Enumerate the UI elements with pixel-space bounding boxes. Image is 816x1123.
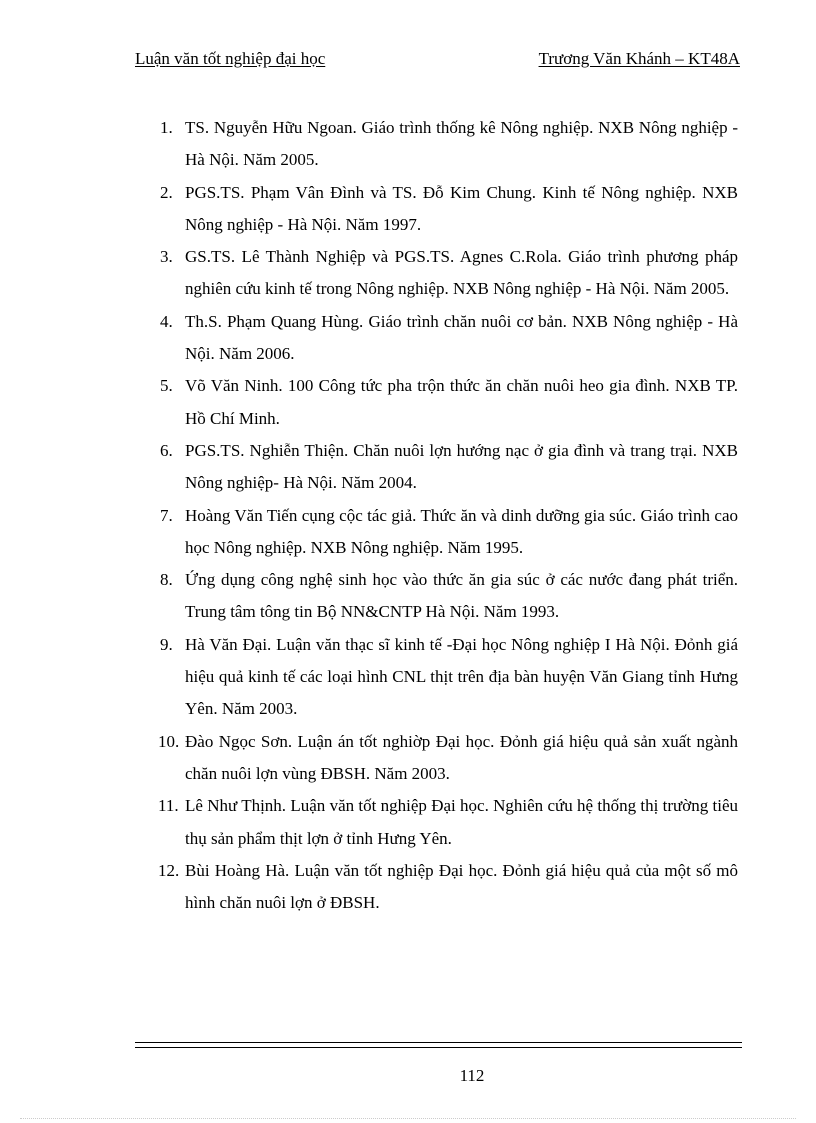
reference-text: TS. Nguyễn Hữu Ngoan. Giáo trình thống kê Nông nghiệp. NXB Nông nghiệp - Hà Nội. Năm 2005. xyxy=(185,118,738,170)
reference-number: 3. xyxy=(160,247,173,267)
reference-item xyxy=(160,435,738,500)
reference-item xyxy=(160,241,738,306)
reference-text: PGS.TS. Phạm Vân Đình và TS. Đỗ Kim Chung. Kinh tế Nông nghiệp. NXB Nông nghiệp - Hà Nội. Năm 1997. xyxy=(185,182,738,234)
reference-text: PGS.TS. Nghiễn Thiện. Chăn nuôi lợn hướng nạc ở gia đình và trang trại. NXB Nông nghiệp- Hà Nội. Năm 2004. xyxy=(185,440,738,493)
reference-item xyxy=(160,726,738,791)
page-header xyxy=(135,49,740,73)
header-thesis-title: Luận văn tốt nghiệp đại học xyxy=(135,49,326,68)
reference-number: 10. xyxy=(158,731,180,751)
footer-divider xyxy=(135,1047,742,1048)
reference-text: Lê Như Thịnh. Luận văn tốt nghiệp Đại học. Nghiên cứu hệ thống thị trường tiêu thụ sản phẩm thịt lợn ở tỉnh Hưng Yên. xyxy=(185,796,738,848)
reference-text: Hà Văn Đại. Luận văn thạc sĩ kinh tế -Đại học Nông nghiệp I Hà Nội. Đỏnh giá hiệu quả kinh tế các loại hình CNL thịt trên địa bàn huyện Văn Giang tỉnh Hưng Yên. Năm 2003. xyxy=(185,634,738,719)
reference-number: 11. xyxy=(158,796,179,816)
reference-item xyxy=(160,112,738,177)
reference-text: Th.S. Phạm Quang Hùng. Giáo trình chăn nuôi cơ bản. NXB Nông nghiệp - Hà Nội. Năm 2006. xyxy=(185,311,738,364)
reference-text: Ứng dụng công nghệ sinh học vào thức ăn gia súc ở các nước đang phát triển. Trung tâm tông tin Bộ NN&CNTP Hà Nội. Năm 1993. xyxy=(185,570,738,622)
reference-text: GS.TS. Lê Thành Nghiệp và PGS.TS. Agnes C.Rola. Giáo trình phương pháp nghiên cứu kinh tế trong Nông nghiệp. NXB Nông nghiệp - Hà Nội. Năm 2005. xyxy=(185,247,738,299)
reference-text: Hoàng Văn Tiến cụng cộc tác giả. Thức ăn và dinh dưỡng gia súc. Giáo trình cao học Nông nghiệp. NXB Nông nghiệp. Năm 1995. xyxy=(185,505,738,557)
reference-number: 9. xyxy=(160,634,173,654)
footer-divider xyxy=(135,1042,742,1043)
reference-number: 12. xyxy=(158,860,180,880)
reference-number: 1. xyxy=(160,118,173,137)
reference-item xyxy=(160,855,738,920)
reference-item xyxy=(160,564,738,629)
reference-item xyxy=(160,629,738,726)
reference-item xyxy=(160,177,738,242)
reference-number: 8. xyxy=(160,570,173,590)
reference-number: 7. xyxy=(160,505,173,525)
reference-text: Bùi Hoàng Hà. Luận văn tốt nghiệp Đại học. Đỏnh giá hiệu quả của một số mô hình chăn nuôi lợn ở ĐBSH. xyxy=(185,860,738,913)
page-number: 112 xyxy=(459,1066,485,1085)
reference-number: 6. xyxy=(160,440,173,460)
reference-item xyxy=(160,370,738,435)
reference-number: 2. xyxy=(160,182,173,202)
reference-item xyxy=(160,500,738,565)
reference-list xyxy=(160,112,738,919)
page-edge-divider xyxy=(20,1118,796,1119)
reference-text: Võ Văn Ninh. 100 Công tức pha trộn thức ăn chăn nuôi heo gia đình. NXB TP. Hồ Chí Minh. xyxy=(185,376,738,428)
header-author: Trương Văn Khánh – KT48A xyxy=(538,49,740,68)
reference-item xyxy=(160,790,738,855)
reference-item xyxy=(160,306,738,371)
reference-number: 4. xyxy=(160,311,173,331)
reference-text: Đào Ngọc Sơn. Luận án tốt nghiờp Đại học. Đỏnh giá hiệu quả sản xuất ngành chăn nuôi lợn vùng ĐBSH. Năm 2003. xyxy=(185,731,738,783)
reference-number: 5. xyxy=(160,376,173,396)
